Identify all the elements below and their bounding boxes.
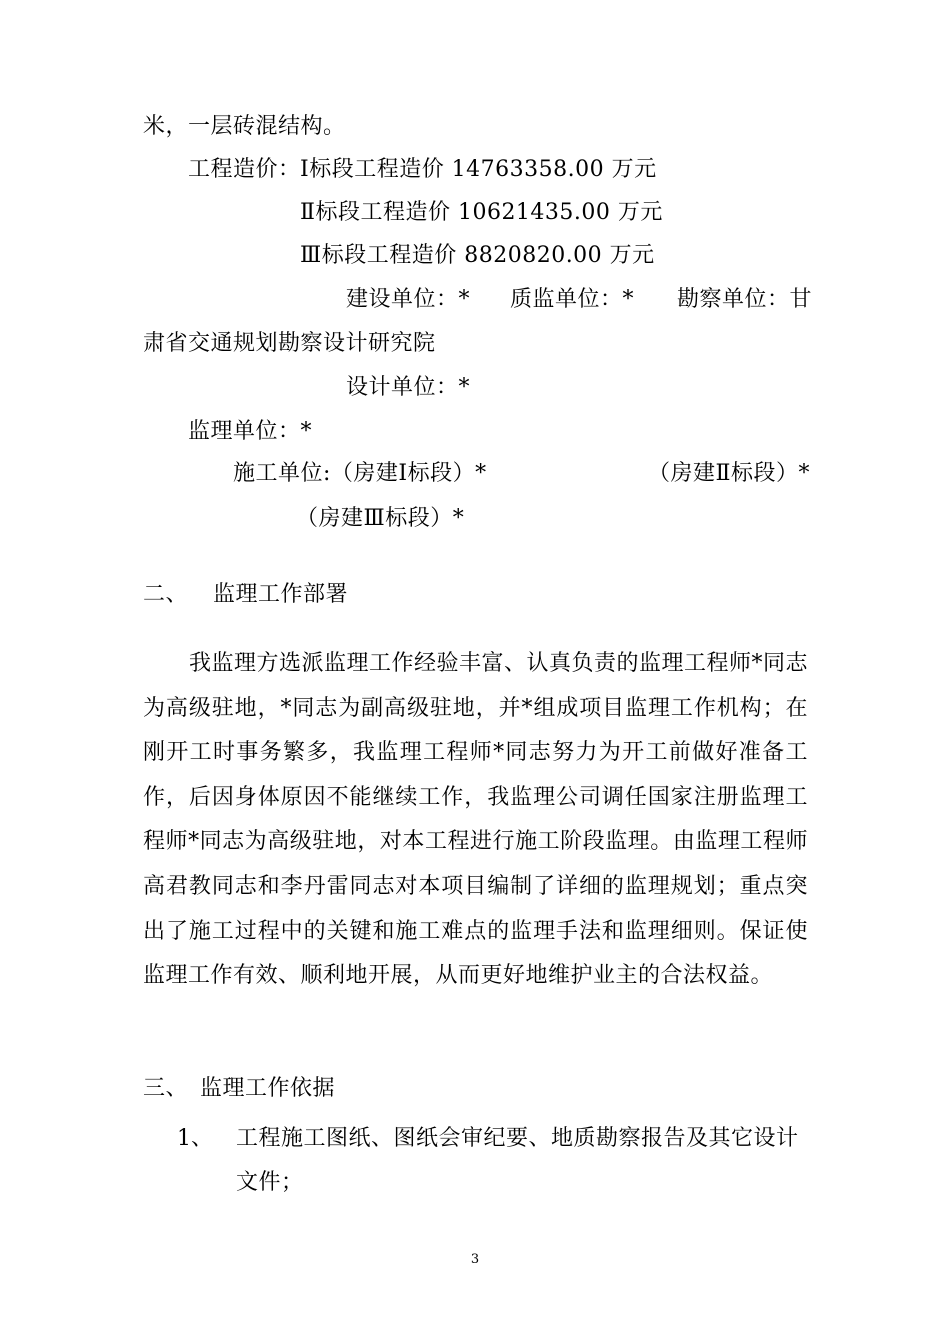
build-unit: 建设单位：* bbox=[346, 287, 471, 312]
construction-unit-1: 施工单位:（房建Ⅰ标段）* bbox=[233, 461, 487, 486]
cost-section-1: Ⅰ标段工程造价 14763358.00 万元 bbox=[300, 157, 657, 182]
construction-unit-3: （房建Ⅲ标段）* bbox=[296, 506, 465, 531]
section-3-heading: 监理工作依据 bbox=[200, 1076, 336, 1101]
design-unit: 设计单位：* bbox=[346, 375, 471, 400]
survey-unit-end: 肃省交通规划勘察设计研究院 bbox=[143, 331, 436, 356]
section-2-heading: 监理工作部署 bbox=[213, 582, 349, 607]
list-item-text: 工程施工图纸、图纸会审纪要、地质勘察报告及其它设计文件； bbox=[236, 1126, 799, 1195]
section-3-number: 三、 bbox=[143, 1076, 189, 1101]
quality-unit: 质监单位：* bbox=[510, 287, 635, 312]
structure-line: 米，一层砖混结构。 bbox=[143, 114, 346, 139]
construction-unit-2: （房建Ⅱ标段）* bbox=[648, 461, 810, 486]
survey-unit-start: 勘察单位：甘 bbox=[677, 287, 813, 312]
cost-label: 工程造价： bbox=[188, 157, 301, 182]
section-2-number: 二、 bbox=[143, 582, 189, 607]
cost-section-2: Ⅱ标段工程造价 10621435.00 万元 bbox=[300, 200, 663, 225]
section-2-paragraph: 我监理方选派监理工作经验丰富、认真负责的监理工程师*同志为高级驻地，*同志为副高级驻地，并*组成项目监理工作机构；在刚开工时事务繁多，我监理工程师*同志努力为开工前做好准备工作，后因身体原因不能继续工作，我监理公司调任国家注册监理工程师*同志为高级驻地，对本工程进行施工阶段监理。由监理工程师高君教同志和李丹雷同志对本项目编制了详细的监理规划；重点突出了施工过程中的关键和施工难点的监理手法和监理细则。保证使监理工作有效、顺利地开展，从而更好地维护业主的合法权益。 bbox=[143, 651, 809, 989]
supervise-unit: 监理单位：* bbox=[188, 419, 313, 444]
cost-section-3: Ⅲ标段工程造价 8820820.00 万元 bbox=[300, 243, 655, 268]
list-item-number: 1、 bbox=[177, 1126, 213, 1151]
page-number: 3 bbox=[470, 1252, 480, 1267]
